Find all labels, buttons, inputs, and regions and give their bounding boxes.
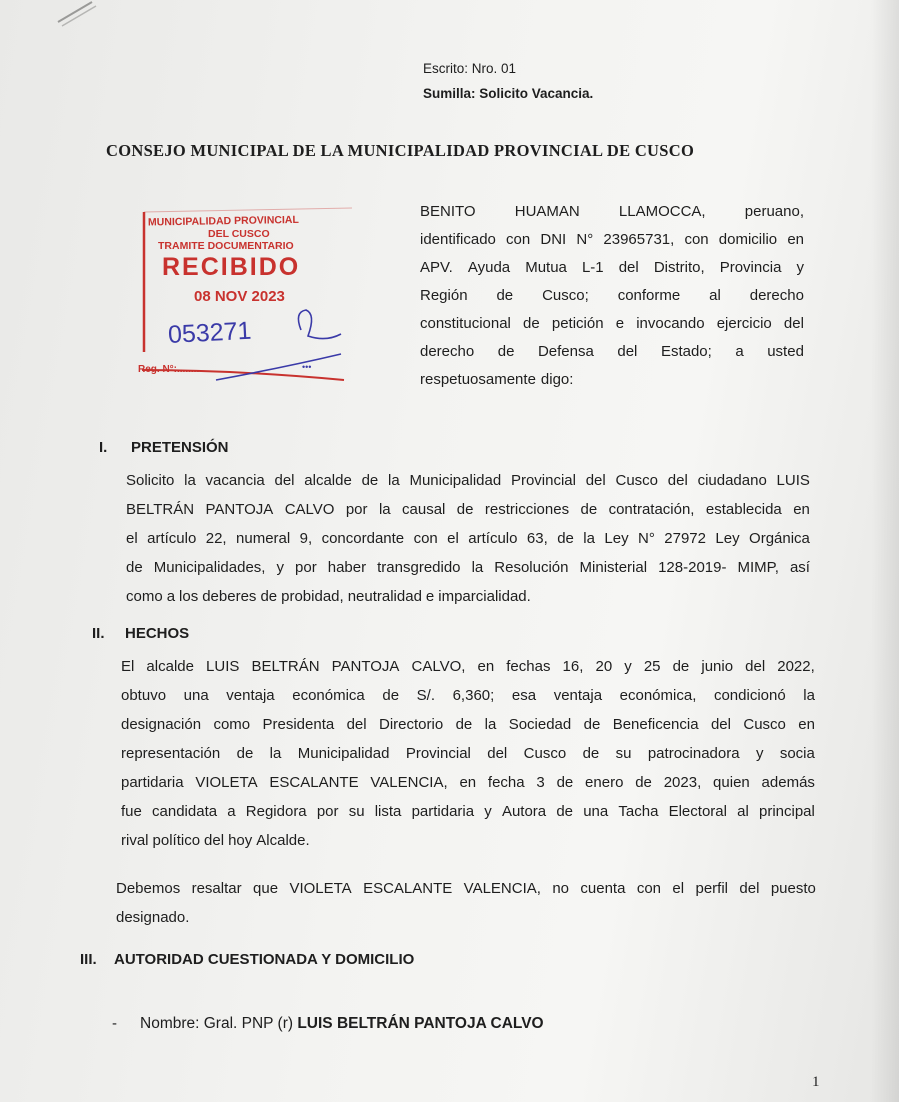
word: de xyxy=(582,745,600,762)
word: Solicito xyxy=(126,472,175,489)
word: no xyxy=(552,880,569,897)
word: principal xyxy=(758,803,815,820)
word: y xyxy=(796,259,804,276)
word: de xyxy=(382,687,400,704)
word: 63, xyxy=(526,530,548,547)
section-2-title: HECHOS xyxy=(125,625,190,642)
escrito-number: Escrito: Nro. 01 xyxy=(423,61,517,76)
page-number: 1 xyxy=(812,1074,820,1090)
stamp-status: RECIBIDO xyxy=(162,253,301,281)
stamp-city: DEL CUSCO xyxy=(208,228,270,240)
word: ciudadano xyxy=(697,472,767,489)
word: 9, xyxy=(299,530,313,547)
word: de xyxy=(557,530,574,547)
body-line xyxy=(121,739,815,768)
word: contratación, xyxy=(608,501,695,518)
body-line xyxy=(126,582,810,611)
word: el xyxy=(126,530,138,547)
word: y xyxy=(624,658,632,675)
stamp-graphic xyxy=(136,202,366,382)
word: del xyxy=(585,472,606,489)
section-2-body xyxy=(121,652,815,855)
word: una xyxy=(583,803,609,820)
word: del xyxy=(710,716,731,733)
word: perfil xyxy=(695,880,728,897)
word: Provincial xyxy=(510,472,576,489)
word: probidad, xyxy=(281,588,344,605)
section-2-note xyxy=(116,874,816,932)
word: Mutua xyxy=(525,259,567,276)
word: Tacha xyxy=(618,803,659,820)
stamp-dots: ••• xyxy=(302,362,312,372)
word: de xyxy=(580,501,598,518)
word: con xyxy=(506,231,531,248)
sumilla: Sumilla: Solicito Vacancia. xyxy=(423,86,594,101)
word: de xyxy=(672,658,690,675)
word: 20 xyxy=(595,658,613,675)
page-edge-shadow xyxy=(871,0,899,1102)
body-line xyxy=(126,524,810,553)
word: por xyxy=(295,559,317,576)
word: su xyxy=(615,745,632,762)
section-1-title: PRETENSIÓN xyxy=(131,439,229,456)
word: alcalde xyxy=(304,472,352,489)
word: a xyxy=(735,343,744,360)
word: hoy xyxy=(228,832,253,849)
word: su xyxy=(348,803,365,820)
word: 2023, xyxy=(663,774,702,791)
word: político xyxy=(152,832,201,849)
word: obtuvo xyxy=(121,687,167,704)
section-2-number: II. xyxy=(92,625,105,642)
word: e xyxy=(425,588,435,605)
word: designación xyxy=(121,716,202,733)
word: VIOLETA xyxy=(195,774,258,791)
word: por xyxy=(316,803,339,820)
section-3-title: AUTORIDAD CUESTIONADA Y DOMICILIO xyxy=(114,951,415,968)
word: condicionó xyxy=(713,687,786,704)
word: 23965731, xyxy=(603,231,675,248)
word: LUIS xyxy=(206,658,240,675)
word: Cusco xyxy=(523,745,567,762)
word: de xyxy=(126,559,143,576)
word: 25 xyxy=(643,658,661,675)
word: rival xyxy=(121,832,149,849)
word: con xyxy=(684,231,709,248)
word: quien xyxy=(713,774,750,791)
word: ESCALANTE xyxy=(269,774,359,791)
word: Defensa xyxy=(537,343,594,360)
word: DNI xyxy=(540,231,567,248)
word: Provincial xyxy=(405,745,471,762)
word: derecho xyxy=(749,287,804,304)
word: de xyxy=(236,745,254,762)
word: partidaria xyxy=(411,803,475,820)
word: en xyxy=(477,658,495,675)
word: que xyxy=(253,880,279,897)
word: alcalde xyxy=(146,658,194,675)
word: establecida xyxy=(705,501,782,518)
word: del xyxy=(204,832,225,849)
body-line xyxy=(121,652,815,681)
word: 2022, xyxy=(777,658,815,675)
word: N° xyxy=(638,530,655,547)
word: Distrito, xyxy=(653,259,705,276)
word: del xyxy=(487,745,508,762)
word: como xyxy=(126,588,163,605)
word: neutralidad xyxy=(347,588,422,605)
word: y xyxy=(755,745,764,762)
word: 6,360; xyxy=(452,687,495,704)
word: de xyxy=(455,716,473,733)
authority-name-label: Nombre: Gral. PNP (r) xyxy=(140,1015,298,1032)
word: Debemos xyxy=(116,880,181,897)
word: Cusco; xyxy=(542,287,589,304)
word: de xyxy=(556,774,574,791)
word: Cusco xyxy=(743,716,786,733)
word: derecho xyxy=(420,343,475,360)
word: deberes xyxy=(202,588,257,605)
word: la xyxy=(184,472,196,489)
word: con xyxy=(413,530,438,547)
word: junio xyxy=(701,658,734,675)
stamp-reg-number: Reg. N°:........ xyxy=(138,364,200,375)
word: ejercicio xyxy=(716,315,772,332)
word: Municipalidades, xyxy=(153,559,266,576)
intro-line xyxy=(420,198,804,226)
word: la xyxy=(388,472,400,489)
word: 16, xyxy=(562,658,584,675)
body-line xyxy=(116,903,816,932)
word: del xyxy=(617,343,638,360)
word: de xyxy=(496,287,514,304)
body-line xyxy=(121,768,815,797)
word: una xyxy=(183,687,209,704)
word: del xyxy=(745,658,766,675)
word: de xyxy=(456,501,474,518)
addressee-heading: CONSEJO MUNICIPAL DE LA MUNICIPALIDAD PROVINCIAL DE CUSCO xyxy=(106,141,695,160)
stamp-date: 08 NOV 2023 xyxy=(194,288,285,305)
word: APV. xyxy=(420,259,453,276)
word: petición xyxy=(551,315,604,332)
word: ESCALANTE xyxy=(363,880,453,897)
word: designado. xyxy=(116,909,190,926)
word: partidaria xyxy=(121,774,184,791)
word: en xyxy=(798,716,815,733)
word: además xyxy=(761,774,815,791)
bullet-dash: - xyxy=(112,1015,117,1032)
word: 27972 xyxy=(664,530,706,547)
word: BELTRÁN xyxy=(251,658,320,675)
word: de xyxy=(556,803,574,820)
word: de xyxy=(635,774,652,791)
word: Municipalidad xyxy=(409,472,502,489)
word: PANTOJA xyxy=(331,658,400,675)
body-line xyxy=(116,874,816,903)
word: la xyxy=(484,716,497,733)
word: con xyxy=(636,880,662,897)
body-line xyxy=(126,553,810,582)
word: Ministerial xyxy=(579,559,648,576)
word: BELTRÁN xyxy=(126,501,195,518)
word: a xyxy=(166,588,176,605)
word: los xyxy=(179,588,199,605)
word: puesto xyxy=(770,880,816,897)
word: usted xyxy=(767,343,804,360)
word: ventaja xyxy=(226,687,275,704)
word: HUAMAN xyxy=(514,203,580,220)
word: y xyxy=(484,803,492,820)
intro-line xyxy=(420,282,804,310)
body-line xyxy=(121,826,815,855)
word: enero xyxy=(585,774,624,791)
section-1-number: I. xyxy=(99,439,108,456)
word: fechas xyxy=(506,658,551,675)
word: esa xyxy=(511,687,537,704)
word: del xyxy=(618,259,639,276)
word: en xyxy=(459,774,477,791)
word: artículo xyxy=(147,530,197,547)
word: como xyxy=(213,716,251,733)
intro-paragraph xyxy=(420,198,804,394)
word: artículo xyxy=(468,530,518,547)
word: al xyxy=(709,287,721,304)
word: Cusco xyxy=(615,472,659,489)
word: a xyxy=(227,803,236,820)
word: PANTOJA xyxy=(205,501,274,518)
intro-line xyxy=(420,366,804,394)
word: Resolución xyxy=(494,559,569,576)
word: Presidenta xyxy=(262,716,335,733)
word: N° xyxy=(576,231,594,248)
word: del xyxy=(739,880,760,897)
word: identificado xyxy=(420,231,496,248)
word: y xyxy=(276,559,284,576)
reception-stamp xyxy=(136,202,366,382)
word: fecha xyxy=(487,774,525,791)
body-line xyxy=(126,495,810,524)
word: socia xyxy=(779,745,815,762)
word: así xyxy=(789,559,810,576)
word: la xyxy=(471,559,484,576)
word: en xyxy=(787,231,804,248)
word: patrocinadora xyxy=(647,745,740,762)
word: en xyxy=(793,501,810,518)
word: candidata xyxy=(152,803,218,820)
word: de xyxy=(361,472,379,489)
word: Sociedad xyxy=(508,716,572,733)
word: del xyxy=(274,472,295,489)
authority-name-value: LUIS BELTRÁN PANTOJA CALVO xyxy=(297,1015,544,1032)
word: VALENCIA, xyxy=(370,774,448,791)
stamp-handwritten-number: 053271 xyxy=(167,316,253,350)
word: Municipalidad xyxy=(297,745,390,762)
word: MIMP, xyxy=(737,559,779,576)
word: CALVO xyxy=(284,501,335,518)
word: imparcialidad. xyxy=(438,588,531,605)
word: económica xyxy=(292,687,365,704)
stamp-institution: MUNICIPALIDAD PROVINCIAL xyxy=(147,213,299,229)
word: S/. xyxy=(416,687,435,704)
body-line xyxy=(126,466,810,495)
word: e xyxy=(615,315,625,332)
word: respetuosamente xyxy=(420,371,536,388)
word: El xyxy=(121,658,135,675)
section-1-body xyxy=(126,466,810,611)
word: la xyxy=(803,687,815,704)
word: del xyxy=(667,472,688,489)
word: LLAMOCCA, xyxy=(618,203,706,220)
word: ventaja xyxy=(553,687,603,704)
corner-pen-mark xyxy=(40,0,100,30)
word: numeral xyxy=(236,530,291,547)
word: resaltar xyxy=(191,880,242,897)
word: Regidora xyxy=(245,803,307,820)
body-line xyxy=(121,681,815,710)
word: causal xyxy=(402,501,446,518)
word: del xyxy=(346,716,367,733)
word: 3 xyxy=(536,774,545,791)
section-3-number: III. xyxy=(80,951,97,968)
word: económica, xyxy=(619,687,697,704)
word: 22, xyxy=(205,530,227,547)
intro-line xyxy=(420,310,804,338)
word: de xyxy=(583,716,601,733)
word: Ley xyxy=(715,530,740,547)
word: el xyxy=(672,880,685,897)
word: Ayuda xyxy=(467,259,511,276)
word: VIOLETA xyxy=(289,880,352,897)
word: domicilio xyxy=(718,231,778,248)
word: L-1 xyxy=(581,259,604,276)
word: Beneficencia xyxy=(612,716,699,733)
word: digo: xyxy=(540,371,574,388)
word: la xyxy=(378,501,391,518)
stamp-office: TRAMITE DOCUMENTARIO xyxy=(158,240,294,252)
word: haber xyxy=(327,559,367,576)
word: LUIS xyxy=(776,472,810,489)
word: conforme xyxy=(617,287,681,304)
word: cuenta xyxy=(580,880,626,897)
word: el xyxy=(447,530,459,547)
word: Estado; xyxy=(660,343,712,360)
intro-line xyxy=(420,254,804,282)
word: fue xyxy=(121,803,142,820)
word: por xyxy=(345,501,368,518)
word: Alcalde. xyxy=(256,832,310,849)
word: al xyxy=(737,803,749,820)
word: CALVO, xyxy=(411,658,466,675)
body-line xyxy=(121,710,815,739)
word: BENITO xyxy=(420,203,476,220)
intro-line xyxy=(420,338,804,366)
word: Orgánica xyxy=(749,530,810,547)
authority-name-row xyxy=(140,1015,544,1033)
word: de xyxy=(523,315,540,332)
word: concordante xyxy=(321,530,405,547)
word: 128-2019- xyxy=(658,559,727,576)
word: invocando xyxy=(636,315,705,332)
word: de xyxy=(260,588,278,605)
word: vacancia xyxy=(205,472,265,489)
word: Autora xyxy=(501,803,547,820)
word: Directorio xyxy=(379,716,444,733)
word: VALENCIA, xyxy=(463,880,541,897)
word: peruano, xyxy=(744,203,804,220)
word: Electoral xyxy=(668,803,727,820)
word: del xyxy=(783,315,804,332)
word: transgredido xyxy=(377,559,461,576)
word: Ley xyxy=(604,530,629,547)
word: la xyxy=(269,745,282,762)
intro-line xyxy=(420,226,804,254)
body-line xyxy=(121,797,815,826)
word: restricciones xyxy=(484,501,570,518)
word: representación xyxy=(121,745,221,762)
word: la xyxy=(583,530,595,547)
word: de xyxy=(497,343,515,360)
word: Región xyxy=(420,287,468,304)
word: Provincia xyxy=(719,259,782,276)
word: constitucional xyxy=(420,315,511,332)
word: lista xyxy=(374,803,402,820)
